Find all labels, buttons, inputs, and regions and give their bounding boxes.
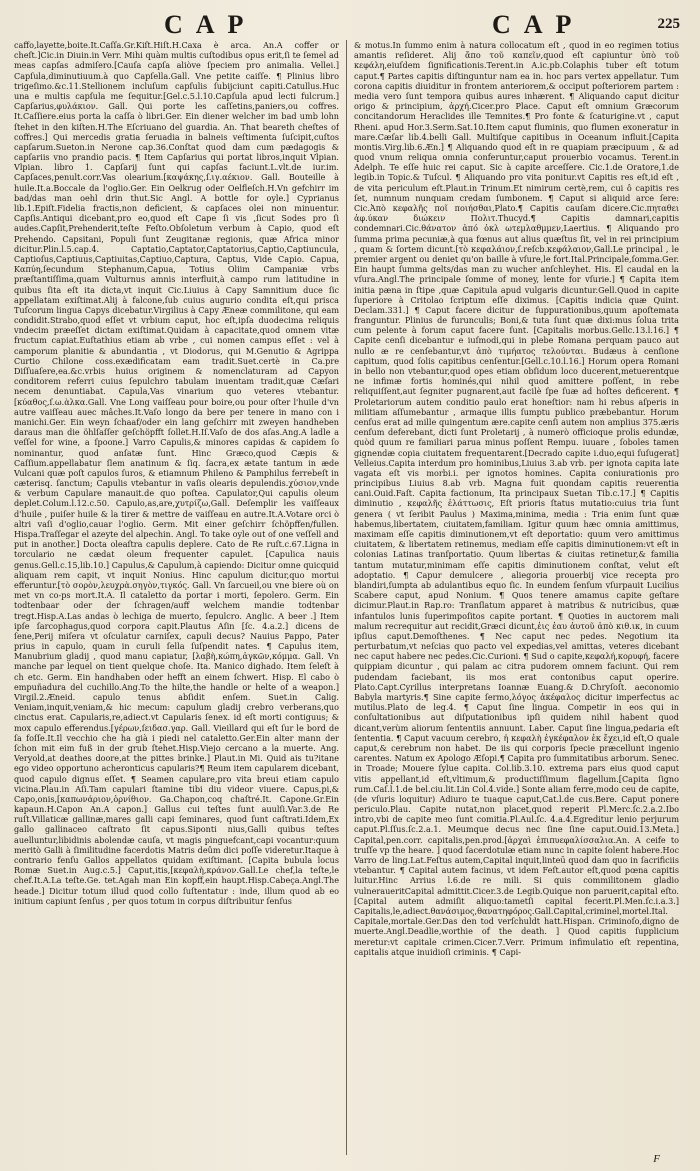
running-head-left: CAP [164,10,257,39]
column-divider [346,40,347,1155]
text-columns [14,40,686,1160]
left-column-text: caffo,layette,boite.It.Caſſa.Gr.Kiſt.Hiſt.H.Caxa è arca. An.A coffer or cheſt.]Cic.in Diuin.in Verr. Mihi quàm multis cuſtodibus opus erit,ſi te ſemel ad meas capſas admiſero.[Cauſa capſa aliòve ſpeciem pro animalia. Vellei.] Capſula,diminutiuum.à quo Capſella.Gall. Vne petite caiſſe. ¶ Plinius libro trigeſimo.&c.11.Stellionem incluſum capſulis ſubijciunt capiti.Catullus.Huc una e multis capſula me ſequitur.[Gel.c.5.l.10.Capſula apud lecti fulcrum.] Capſarius,φυλάκιον. Gall. Qui porte les caſſetins,paniers,ou coffres. It.Caſſiere.eius porta la caſſa ò libri.Ger. Ein diener welcher im bad umb lohn ſtehet in den kiſten.H.The Eſcriuano del guardia. An. That beareth cheſtes of coffres.] Qui mercedis gratia ſeruadia in balneis veſtimenta ſuſcipit,cuſtos capſarum.Sueton.in Nerone cap.36.Conſtat quod dam cum pædagogis & capſariis vno prandio pacis. ¶ Item Capſarius qui portat libros,inquit Vlpian. Vlpian. libro 1. Capſarij ſunt qui capſas faciunt.L.vlt.de iur.im. Capſaces,penult.corr.Vas olearium.[καψάκης,ſ.ιγ.αέκιον. Gall. Bouteille à huile.It.a.Boccale da l'oglio.Ger. Ein Oelkrug oder Oelfleſch.H.Vn gefchirr im bad/das man oehl drin thut.Sic Angl. A bottle for oyle.] Cyprianus lib.1.Epiſt.Fidelia fractis,non deficient, & capſaces olei non minuentur. Capſis.Antiqui dicebant,pro eo,quod eſt Cape ſi vis ,ſicut Sodes pro ſi audes.Capſit,Prehenderit,teſte Feſto.Obſoletum verbum à Capio, quod eſt Prehendo. Capsitani, Populi ſunt Zeugitanæ regionis, quæ Africa minor dicitur.Plin.l.5.cap.4. Captatio,Captator,Captatorius,Captio,Captiuncula, Captioſus,Captiuus,Captiuitas,Captiuo,Captura, Captus, Vide Capio. Capua, Καπύη,ſecundum Stephanum,Capua, Totius Oliim Campaniæ vrbs præſtantiſſima,quam Vulturnus amnis interfluit,à campo rum latitudine in quibus ſita eſt ita dicta,vt inquit Cic.Liuius à Capy Samnitium duce ſic appellatam exiſtimat.Alij à falcone,ſub cuius augurio condita eſt,qui prisca Tuſcorum lingua Capys dicebatur.Virgilius à Capy Æneæ commilitone, qui eam condidit.Strabo,quod eſſet vt vrbium caput, hoc eſt,ipſa duodecima reliquis vndecim præeſſet dictam exiſtimat.Quidam à capacitate,quod omnem vitæ fructum capiat.Euſtathius etiam ab vrbe , cui nomen campus eſſet : vel à camporum planitie & abundantia , vt Diodorus, qui M.Genutio & Agrippa Curtio Chilone coss.exædificatam eam tradit.Suet.certè in Ca.pre Diſſuaſere,ea.&c.vrbis huius originem & nomenclaturam ad Capyon conditorem referri cuius ſepulchro tabulam inuentam tradit,quæ Cæſari necem denuntiabat. Capula,Vas vinarium quo veteres vtebantur.[κύαθος,ſ.ω.ὰλκα.Gall. Vne Long vaiſſeau pour boire,ou pour oſter l'huile d'vn autre vaiſſeau auec mâches.It.Vaſo longo da bere per tenere in mano con i manichi.Ger. Ein weyn ſchaaf/oder ein lang geſchirr mit zweyen handheben daraus man die öhlſaſſer geſchöpfft ſollet.H.Iſ.Vaſo de dos aſas.Ang.A ladle a veſſel for wine, a ſpoone.] Varro Capulis,& minores capidas & capidem ſo nominantur, quod anſatæ ſunt. Hinc Græco,quod Cæpis & Caſſium.appellabatur ſlem anatinum & ſiq. ſacra,ex ætate tantum in æde Vulcani quæ poſt capulos ſuros, & etiamnum Phileno & Pamphilus ferrebeſt in cæterisq. ſanctum; Capulis vtebantur in vaſis olearis depulendis.χύσιον,vnde & verbum Capulare manauit.de quo poſtea. Capulator,Qui capulis oleum deplet.Colum.l.12.c.50. Capulo,as,are,χυτρίζω,Gall. Deſemplir les vaiſſeaux d'huile , puiſer huile & la tirer & mettre de vaiſſeau en autre.It.A.Votare orci ò altri vaſi d'oglio,cauar l'oglio. Germ. Mit einer geſchirr ſchöpffen/fullen. Hispa.Traſſegar el azeyte del alpechin. Angl. To take oyle out of one veſſell and put in another.] Docta oleaſtra capulis deplere. Cato de Re ruſt.c.67.Ligna in torculario ne cædat oleum frequenter capulet. [Capulica nauis genus.Gell.c.15,lib.10.] Capulus,& Capulum,à capiendo: Dicitur omne quicquid aliquam rem capit, vt inquit Nonius. Hinc capulum dicitur,quo mortui efferuntur.[τὸ σορὸν,λευχρὰ.σηγὸν,τιγκός. Gall. Vn ſarcueil,ou vne biere où on met vn co-ps mort.It.A. Il cataletto da portar i morti, ſepolero. Germ. Ein todtenbaar oder der ſchragen/auff welchem mandie todtenbar tregt.Hisp.A.Las andas ò lechiga de muerto, ſepulcro. Anglic. A beer .] Item ipſe ſarcophagus,quod corpora capit.Plautus Aſin [ſc. 4.a.2.] dicens de ſene,Perij miſera vt oſculatur carniſex, capuli decus? Nauius Pappo, Pater prius in capulo, quam in curuli ſella ſuſpendit nates. ¶ Capulus item, Manubrium gladij , quod manu capiatur, [λαβὴ,κώπη,ἀγκῶν,κόμμα. Gall. Vn manche par lequel on tient quelque choſe. Ita. Manico dighado. Item ſeleſt à ch etc. Germ. Ein handhaben oder hefft an einem ſchwert. Hisp. El cabo ò empuñadura del cuchillo.Ang.To the hilte,the handle or helte of a weapon.] Virgil.2.Æneid. capulo tenus abſidit enſem. Suet.in Calig. Veniam,inquit,veniam,& hic mecum: capulum gladij crebro verberans,quo cinctus erat. Capularis,re,adiect.vt Capularis ſenex. id eſt morti contiguus; & mox capulo efferendus.[γέρων,ſειδασ.γαρ. Gall. Vieillard qui eſt ſur le bord de ſa foſſe.It.Il vecchio che ha già i piedi nel cataletto.Ger.Ein alter mann der ſchon mit eim fuß in der grub ſtehet.Hisp.Viejo cercano a la muerte. Ang. Veryold,at deathes doore,at the pittes brinke.] Plaut.in Mi. Quid ais tu?itane ego video opportuno acheronticus capularis?¶ Reum item capularem dicebant, quod capulo dignus eſſet. ¶ Seamen capulare,pro vita breui etiam capulo vicina.Plau.in Aſi.Tam capulari ſtamine tibi diu videor viuere. Capus,pi,& Capo,onis,[καπωνάριον,ὀρνίθιον. Ga.Chapon,coq chaſtré.It. Capone.Gr.Ein kapaun.H.Capon An.A capon.] Gallus cui teſtes ſunt auulſi.Var.3.de Re ruſt.Villaticæ gallinæ,mares galli capi ſeminares, quod ſunt caſtrati.Idem,Ex gallo gallinaceo caſtrato ſit capus.Siponti nius,Galli quibus teſtes auelluntur,libidinis abolendæ cauſa, vt magis pinguefcant,capi vocantur:quum meritò Galli à ſimilitudine facerdotis Matris deûm dici poſſe videretur.Itaque à contrario fenſu Gallos appellatos quidam exiſtimant. [Capita bubula locus Romæ Suet.in Aug.c.5.] Caput,itis,[κεφαλὴ,κράνον.Gall.Le chef,la teſte,le chef.It.A.La teſte.Ge. tet.Agah man Ein kopff,ein haupt.Hisp.Cabeça.Angl.The heade.] Dicitur totum illud quod collo ſuſtentatur : inde, illum quod ab eo initium capiunt ſenſus , per quos totum in corpus diſtribuitur ſenſus [14,40,339,906]
right-column-text: & motus.In ſummo enim à natura collocatum eſt , quod in eo regimen totius amantis reſideret. Alij ἄπο τοῦ καπεῖν,quod eſt capiuntur ὑπὸ τοῦ κεφάλη,eiuſdem ſignificationis.Terent.in A.ic.pb.Colaphis tuber eſt totum caput.¶ Partes capitis diſtinguntur nam ea in. hoc pars vertex appellatur. Tum corona capitis diuiditur in frontem anteriorem,& occiput poſteriorem partem : media vero ſunt tempora quibus aures inhærent. ¶ Aliquando caput dicitur origo & principium, ἀρχή.Cicer.pro Place. Caput eſt omnium Græcorum concitandorum Heraclides ille Temnites.¶ Pro fonte & ſcaturigine.vt , caput Rheni. apud Hor.3.Serm.Sat.10.Item caput fluminis, quo flumen exoneratur in mare.Cæſar lib.4.belli Gall. Multiſque capitibus in Oceanum influit.[Capita montis.Virg.lib.6.Æn.] ¶ Aliquando quod eſt in re quapiam præcipuum , & ad quod vnum reliqua omnia conferuntur,caput prouerbio vocamus. Terent.in Adelph. Te eſſe huic rei caput. Sic à capite arceſſere. Cic.1.de Oratore,1.de legib.in Topic.& Tuſcul. ¶ Aliquando pro vita ponitur.vt Capitis res eſt,id eſt , de vita periculum eſt.Plaut.in Trinum.Et nimirum certè,rem, cui ô capitis res ſet, numnum nunquam credam ſumbonem. ¶ Caput si aliquid arce ſere: Cic.Ἀπὸ κεφαλῆς ποῖ ποιήσθαι,Plato.¶ Capitis cauſam dicere.Cic.πηταθει ἀφ.ύκαν διώκειν Πολιτ.Thucyd.¶ Capitis damnari,capitis condemnari.Cic.θάνατον ἀπό ὁκλ ωτεμλαθμμεν,Laertius. ¶ Aliquando pro ſumma prima pecuniæ,à qua fœnus aut alius quæſtus ſit, vel in rei principium , quam & ſortem dicunt.[τὸ κεφαλάιον,ſ.reſcb.κεφάλαιον,Gall.Le principal , le premier argent ou deniet qu'on baille à vſure,le fort.Ital.Principale,ſomma.Ger. Ein haupt ſumma gelts/das man zu wucher anſchleyhet. His. El caudal en la vſura.Angl.The principale ſomme of money, lente for vſurie.] ¶ Capita item initia pæna in ſtipe ,quæ Capitula apud vulgaris dicuntur.Gell.Quod in capite ſuperiore à Critolao ſcriptum eſſe diximus. [Capitis indicia quæ Quint. Declam.331.] ¶ Caput facere dicitur de ſuppurationibus,quum apoſtemata franguntur. Plinius de furunculis; Boni,& tuta ſunt quæ dixi:mus ſolua trita cum pelente à forum caput facere ſunt. [Capitalis morbus.Gellc.13.l.16.] ¶ Capite cenſi dicebantur e iuſmodi,qui in plebe Romana perquam pauco aut nullo æ re cenſebantur,vt ἀπὸ τιμήατος τελούνται. Budæus à cenſione capitum, quod ſolis capitibus cenſentur.[Gell.c.10.l.16.] Horum opera Romani in bello non vtebantur,quod opes etiam obſidum loco ducerent,metuerentque ne infimæ fortis hominés,qui nihil quod amittere poſſent, in rebe reliquiſſent,aut ſegniter pugnarent,aut facilè ſpe ſuæ ad hoſtes deficerent. ¶ Proletariorum autem conditio paulo erat honeſtior: nam hi rebus aſperis in militiam aſſumebantur , armaque illis ſumptu publico præbebantur. Horum cenſus erat ad mille quingentum ære.capite cenſi autem non amplius 375.æris cenſum deferebant, dicti ſunt Proletarij , à numerò officioque prolis edundæ, quòd quum re familiari parua minus poſſent Rempu. iuuare , ſoboles tamen gignendæ copia ciuitatem frequentarent.[Decrado capite i.duo,equi ſuſugerat] Velleius.Capita interdum pro hominibus,Liuius 3.ab vrb. per ignota capita late vagata eſt vis morbi.i. per ignotos homines. Capita coniurationis pro principibus Liuius 8.ab vrb. Magna fuit quondam capitis reuerentia cani.Ouid.Faſt. Capita factionum, Ita principaux Suetan Tib.c.17.] ¶ Capitis diminutio , κεφαλῆς ἐλάττωσις, Eſt prioris ſtatus mutatio:cuius tria ſunt genera ( vt ſeribit Paulus ) Maxima,minima, media : Tria enim ſunt quæ habemus,libertatem, ciuitatem,familiam. Igitur quum hæc omnia amittimus, maximam eſſe capitis diminutionem,vt eſt deportatio: quum vero amittimus ciuitatem, & libertatem retinemus, mediam eſſe capitis diminutionem:vt eſt in colonias Latinas tranſportatio. Quum libertas & ciuitas retinetur,& familia tantum mutatur,minimam eſſe capitis diminutionem conſtat, velut eſt adoptatio. ¶ Capur demulcere , aliegoria prouerbij vice recepta pro blandiri,ſumpta ab adulantibus equo ſic. In eundem ſenſum vſurpauit Lucilius Scabere caput, apud Nonium. ¶ Quos tenere amamus capite geſtare dicimur.Plaut.in Rap.ro: Tranſlatum apparet à matribus & nutricibus, quæ infantulos lunis ſuperimpoſitos capite portant. ¶ Quoties in auctorem mali malum recrequitur aut recidit,Græci dicunt,ἐις ἐαυ ἀυτοῦ ἀπὸ κιθ.ικ, in cuum ipſius caput.Demoſthenes. ¶ Nec caput nec pedes. Negotium ita perturbatum,vt neſcias quo pacto vel expedias,vel amittas, veteres dicebant nec caput habere nec pedes.Cic.Curioni. ¶ Sud o capite,κεφαλή,κορυφή, facere quippiam dicuntur , qui palam ac citra pudorem omnem faciunt. Qui rem pudendam faciebant, iis mos erat contonibus caput operire. Plato.Capt.Cyrillus interpretans Ioannæ Euang.& D.Chryſoſt. aeconomio Babyla martyris.¶ Sine capite ſermo,λόγος ἀκέφαλος dicitur imperfectus ac mutilus.Plato de leg.4. ¶ Caput ſine lingua. Competir in eos qui in conſultationibus aut diſputationibus ipſi quidem nihil habent quod dicant,verùm aliorum ſententiis annuunt. Laber. Caput ſine lingua,pedaria eſt ſententia. ¶ Caput vacuum cerebro, ἡ κεφαλὴ ἐγκέφαλον ἐκ ἔχει,id eſt,O quale caput,& cerebrum non habet. De iis qui corporis ſpecie præcellunt ingenio carentes. Natum ex Apologo Æſopi.¶ Capita pro ſummitatibus arborum. Senec. in Troade; Mouere ſylue capita. Col.lib.3.10. extrema pars eius quod caput vitis appellant,id eſt,vltimum,& productiſſimum flagellum.[Capita ſigno rum.Caſ.l.1.de bel.ciu.lit.Lin Col.4.vide.] Sonte aliam ferre,modo ceu de capite,(de vſuris loquitur) Adiuro te tuaque caput,Cat.l.de cus.Bere. Caput ponere periculo.Plau. Capite nutat,non placet,quod reperit Pl.Merc.ſc.2.a.2.Ibo intro,vbi de capite meo ſunt comitia.Pl.Aul.ſc. 4.a.4.Egreditur lenio perjurum caput.Pl.ſſus.ſc.2.a.1. Meumque decus nec ſine ſine caput.Ouid.13.Meta.] Capital,pen.corr. capitalis,pen.prod.[ἀρχαὶ ἐπιπυεφαλίσσαλια.An. A ceife to truſſe vp the heare. ] quod ſacerdotulæ etiam nunc in capite ſolent habere.Hoc Varro de ling.Lat.Feſtus autem,Capital inquit,linteū quod dam quo in ſacrificiis vtebantur. ¶ Capital autem facinus, vt idem Feſt.autor eſt,quod pœna capitis luitur.Hinc Arrius l.6.de re mili. Si quis commilitonem gladio vulneraueritCapital admittit.Cicer.3.de Legib.Quique non paruerit,capital eſto. [Capital autem admiſit aliquo:tametſi capital fecerit.Pl.Men.ſc.i.a.3.] Capitalis,le,adiect.θανάσιμος,θανατηφόρος.Gall.Capital,criminel,mortel.Ital. Capitale,mortale.Ger.Das den tod verſchuldt hatt.Hispan. Criminoſo,digno de muerte.Angl.Deadlie,worthie of the death. ] Quod capitis ſupplicium meretur:vt capitale crimen.Cicer.7.Verr. Primum infimulatio eſt repentina, capitalis atque inuidioſi criminis. ¶ Capi- [354,40,679,957]
signature-mark: F [653,1153,660,1165]
right-column [354,40,679,1160]
page-header [14,10,686,40]
running-head-right: CAP [492,10,585,39]
left-column [14,40,339,1160]
page-number: 225 [657,16,680,32]
